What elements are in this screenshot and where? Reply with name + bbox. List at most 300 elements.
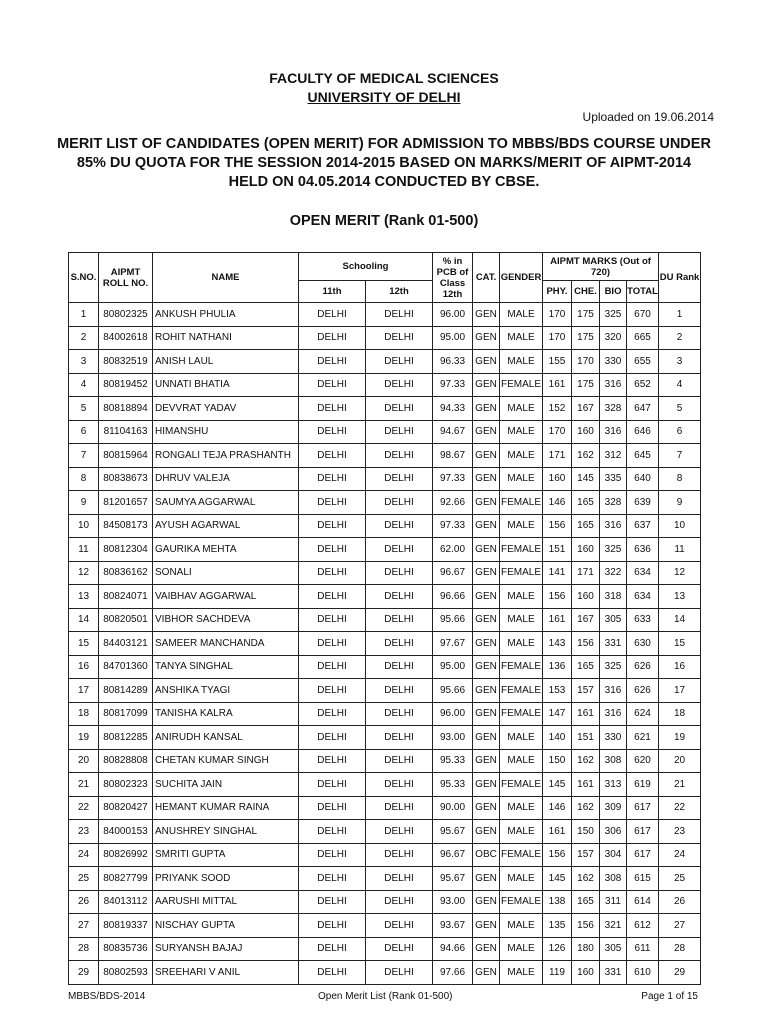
- cell-gender: MALE: [500, 726, 543, 750]
- cell-category: GEN: [473, 773, 500, 797]
- cell-total: 639: [627, 491, 659, 515]
- cell-pcb-percent: 97.33: [433, 514, 473, 538]
- cell-chemistry: 165: [572, 491, 600, 515]
- cell-total: 610: [627, 961, 659, 985]
- cell-roll-no: 80827799: [99, 867, 153, 891]
- cell-pcb-percent: 92.66: [433, 491, 473, 515]
- cell-biology: 316: [600, 373, 627, 397]
- cell-total: 670: [627, 303, 659, 327]
- cell-chemistry: 161: [572, 702, 600, 726]
- cell-physics: 140: [543, 726, 572, 750]
- cell-sno: 15: [69, 632, 99, 656]
- cell-pcb-percent: 96.00: [433, 702, 473, 726]
- cell-12th: DELHI: [366, 937, 433, 961]
- cell-gender: MALE: [500, 961, 543, 985]
- cell-category: GEN: [473, 820, 500, 844]
- cell-category: GEN: [473, 491, 500, 515]
- cell-name: TANYA SINGHAL: [153, 655, 299, 679]
- cell-du-rank: 2: [659, 326, 701, 350]
- cell-du-rank: 8: [659, 467, 701, 491]
- table-row: [69, 326, 701, 350]
- cell-total: 640: [627, 467, 659, 491]
- header-aipmt-marks: AIPMT MARKS (Out of 720): [543, 253, 659, 281]
- cell-category: GEN: [473, 796, 500, 820]
- cell-11th: DELHI: [299, 420, 366, 444]
- cell-pcb-percent: 97.66: [433, 961, 473, 985]
- header-physics: PHY.: [543, 281, 572, 303]
- cell-category: GEN: [473, 303, 500, 327]
- cell-category: GEN: [473, 679, 500, 703]
- cell-biology: 308: [600, 749, 627, 773]
- cell-category: GEN: [473, 890, 500, 914]
- cell-name: RONGALI TEJA PRASHANTH: [153, 444, 299, 468]
- cell-chemistry: 157: [572, 843, 600, 867]
- cell-physics: 156: [543, 514, 572, 538]
- cell-11th: DELHI: [299, 914, 366, 938]
- cell-12th: DELHI: [366, 773, 433, 797]
- table-row: [69, 773, 701, 797]
- header-11th: 11th: [299, 281, 366, 303]
- table-row: [69, 632, 701, 656]
- footer-left: MBBS/BDS-2014: [68, 991, 146, 1002]
- merit-heading-line-2: 85% DU QUOTA FOR THE SESSION 2014-2015 BASED ON MARKS/MERIT OF AIPMT-2014: [76, 155, 692, 171]
- cell-name: AYUSH AGARWAL: [153, 514, 299, 538]
- cell-chemistry: 162: [572, 796, 600, 820]
- cell-chemistry: 160: [572, 585, 600, 609]
- cell-11th: DELHI: [299, 773, 366, 797]
- cell-name: AARUSHI MITTAL: [153, 890, 299, 914]
- cell-chemistry: 162: [572, 867, 600, 891]
- cell-physics: 156: [543, 585, 572, 609]
- cell-physics: 155: [543, 350, 572, 374]
- header-12th: 12th: [366, 281, 433, 303]
- cell-12th: DELHI: [366, 890, 433, 914]
- cell-chemistry: 167: [572, 397, 600, 421]
- cell-12th: DELHI: [366, 608, 433, 632]
- cell-gender: MALE: [500, 820, 543, 844]
- cell-sno: 5: [69, 397, 99, 421]
- cell-biology: 305: [600, 937, 627, 961]
- cell-biology: 322: [600, 561, 627, 585]
- cell-total: 634: [627, 585, 659, 609]
- cell-chemistry: 180: [572, 937, 600, 961]
- cell-chemistry: 162: [572, 444, 600, 468]
- header-chemistry: CHE.: [572, 281, 600, 303]
- cell-11th: DELHI: [299, 843, 366, 867]
- cell-roll-no: 80820501: [99, 608, 153, 632]
- merit-heading-line-1: MERIT LIST OF CANDIDATES (OPEN MERIT) FOR ADMISSION TO MBBS/BDS COURSE UNDER: [57, 136, 711, 152]
- cell-12th: DELHI: [366, 655, 433, 679]
- cell-biology: 304: [600, 843, 627, 867]
- cell-12th: DELHI: [366, 561, 433, 585]
- cell-chemistry: 170: [572, 350, 600, 374]
- cell-category: GEN: [473, 702, 500, 726]
- cell-11th: DELHI: [299, 867, 366, 891]
- faculty-title: FACULTY OF MEDICAL SCIENCES: [269, 70, 499, 86]
- cell-12th: DELHI: [366, 491, 433, 515]
- cell-total: 665: [627, 326, 659, 350]
- cell-category: GEN: [473, 914, 500, 938]
- cell-du-rank: 26: [659, 890, 701, 914]
- cell-sno: 19: [69, 726, 99, 750]
- cell-chemistry: 145: [572, 467, 600, 491]
- cell-gender: FEMALE: [500, 491, 543, 515]
- cell-gender: MALE: [500, 608, 543, 632]
- cell-roll-no: 84002618: [99, 326, 153, 350]
- cell-total: 652: [627, 373, 659, 397]
- cell-chemistry: 150: [572, 820, 600, 844]
- cell-total: 645: [627, 444, 659, 468]
- cell-sno: 2: [69, 326, 99, 350]
- cell-12th: DELHI: [366, 749, 433, 773]
- cell-physics: 161: [543, 373, 572, 397]
- cell-chemistry: 162: [572, 749, 600, 773]
- cell-biology: 331: [600, 961, 627, 985]
- cell-total: 617: [627, 843, 659, 867]
- cell-du-rank: 12: [659, 561, 701, 585]
- cell-pcb-percent: 95.00: [433, 326, 473, 350]
- cell-gender: MALE: [500, 420, 543, 444]
- cell-11th: DELHI: [299, 467, 366, 491]
- cell-roll-no: 80819337: [99, 914, 153, 938]
- cell-pcb-percent: 95.66: [433, 608, 473, 632]
- cell-sno: 20: [69, 749, 99, 773]
- cell-category: GEN: [473, 749, 500, 773]
- cell-12th: DELHI: [366, 397, 433, 421]
- cell-pcb-percent: 95.67: [433, 820, 473, 844]
- cell-total: 619: [627, 773, 659, 797]
- table-row: [69, 303, 701, 327]
- cell-du-rank: 9: [659, 491, 701, 515]
- cell-roll-no: 80814289: [99, 679, 153, 703]
- cell-gender: MALE: [500, 514, 543, 538]
- cell-11th: DELHI: [299, 655, 366, 679]
- cell-name: ANSHIKA TYAGI: [153, 679, 299, 703]
- cell-sno: 21: [69, 773, 99, 797]
- cell-11th: DELHI: [299, 702, 366, 726]
- cell-total: 637: [627, 514, 659, 538]
- cell-pcb-percent: 97.33: [433, 373, 473, 397]
- cell-11th: DELHI: [299, 397, 366, 421]
- cell-gender: FEMALE: [500, 655, 543, 679]
- table-row: [69, 937, 701, 961]
- cell-du-rank: 4: [659, 373, 701, 397]
- cell-roll-no: 80818894: [99, 397, 153, 421]
- cell-physics: 170: [543, 303, 572, 327]
- cell-name: UNNATI BHATIA: [153, 373, 299, 397]
- cell-total: 633: [627, 608, 659, 632]
- cell-biology: 335: [600, 467, 627, 491]
- cell-total: 621: [627, 726, 659, 750]
- cell-12th: DELHI: [366, 726, 433, 750]
- cell-physics: 156: [543, 843, 572, 867]
- cell-name: CHETAN KUMAR SINGH: [153, 749, 299, 773]
- table-row: [69, 867, 701, 891]
- cell-12th: DELHI: [366, 420, 433, 444]
- cell-category: GEN: [473, 350, 500, 374]
- cell-chemistry: 175: [572, 373, 600, 397]
- table-row: [69, 726, 701, 750]
- cell-physics: 170: [543, 420, 572, 444]
- cell-sno: 24: [69, 843, 99, 867]
- cell-total: 620: [627, 749, 659, 773]
- cell-name: SURYANSH BAJAJ: [153, 937, 299, 961]
- cell-12th: DELHI: [366, 961, 433, 985]
- cell-biology: 325: [600, 303, 627, 327]
- cell-12th: DELHI: [366, 350, 433, 374]
- cell-pcb-percent: 95.66: [433, 679, 473, 703]
- cell-pcb-percent: 96.66: [433, 585, 473, 609]
- table-row: [69, 890, 701, 914]
- cell-roll-no: 84701360: [99, 655, 153, 679]
- table-row: [69, 914, 701, 938]
- header-du-rank: DU Rank: [659, 253, 701, 303]
- cell-gender: MALE: [500, 326, 543, 350]
- cell-roll-no: 84403121: [99, 632, 153, 656]
- cell-physics: 135: [543, 914, 572, 938]
- header-schooling: Schooling: [299, 253, 433, 281]
- cell-name: NISCHAY GUPTA: [153, 914, 299, 938]
- cell-11th: DELHI: [299, 679, 366, 703]
- cell-total: 617: [627, 820, 659, 844]
- cell-gender: MALE: [500, 585, 543, 609]
- cell-11th: DELHI: [299, 608, 366, 632]
- cell-biology: 316: [600, 679, 627, 703]
- cell-biology: 311: [600, 890, 627, 914]
- cell-12th: DELHI: [366, 867, 433, 891]
- table-row: [69, 796, 701, 820]
- cell-category: GEN: [473, 867, 500, 891]
- cell-category: GEN: [473, 608, 500, 632]
- cell-11th: DELHI: [299, 749, 366, 773]
- merit-table-body: [69, 303, 701, 985]
- cell-total: 655: [627, 350, 659, 374]
- cell-biology: 328: [600, 491, 627, 515]
- cell-name: PRIYANK SOOD: [153, 867, 299, 891]
- cell-pcb-percent: 96.67: [433, 843, 473, 867]
- cell-12th: DELHI: [366, 303, 433, 327]
- cell-chemistry: 165: [572, 514, 600, 538]
- cell-category: GEN: [473, 514, 500, 538]
- cell-total: 615: [627, 867, 659, 891]
- cell-roll-no: 80812304: [99, 538, 153, 562]
- cell-sno: 8: [69, 467, 99, 491]
- cell-du-rank: 20: [659, 749, 701, 773]
- cell-12th: DELHI: [366, 326, 433, 350]
- cell-physics: 145: [543, 867, 572, 891]
- cell-physics: 126: [543, 937, 572, 961]
- header-category: CAT.: [473, 253, 500, 303]
- cell-category: OBC: [473, 843, 500, 867]
- cell-11th: DELHI: [299, 726, 366, 750]
- cell-pcb-percent: 93.00: [433, 890, 473, 914]
- cell-sno: 28: [69, 937, 99, 961]
- cell-du-rank: 7: [659, 444, 701, 468]
- cell-gender: MALE: [500, 749, 543, 773]
- cell-name: TANISHA KALRA: [153, 702, 299, 726]
- cell-chemistry: 161: [572, 773, 600, 797]
- cell-sno: 7: [69, 444, 99, 468]
- cell-biology: 305: [600, 608, 627, 632]
- cell-du-rank: 3: [659, 350, 701, 374]
- cell-name: ANIRUDH KANSAL: [153, 726, 299, 750]
- university-title: UNIVERSITY OF DELHI: [307, 89, 461, 105]
- cell-sno: 12: [69, 561, 99, 585]
- cell-du-rank: 22: [659, 796, 701, 820]
- cell-name: SAUMYA AGGARWAL: [153, 491, 299, 515]
- cell-chemistry: 165: [572, 655, 600, 679]
- cell-roll-no: 80832519: [99, 350, 153, 374]
- cell-du-rank: 15: [659, 632, 701, 656]
- cell-gender: FEMALE: [500, 538, 543, 562]
- cell-physics: 146: [543, 796, 572, 820]
- cell-total: 636: [627, 538, 659, 562]
- table-row: [69, 679, 701, 703]
- cell-sno: 26: [69, 890, 99, 914]
- table-row: [69, 420, 701, 444]
- cell-physics: 136: [543, 655, 572, 679]
- cell-gender: MALE: [500, 632, 543, 656]
- cell-gender: FEMALE: [500, 890, 543, 914]
- cell-chemistry: 156: [572, 632, 600, 656]
- table-row: [69, 561, 701, 585]
- cell-du-rank: 18: [659, 702, 701, 726]
- cell-11th: DELHI: [299, 444, 366, 468]
- table-row: [69, 702, 701, 726]
- cell-12th: DELHI: [366, 514, 433, 538]
- cell-gender: MALE: [500, 914, 543, 938]
- cell-pcb-percent: 97.33: [433, 467, 473, 491]
- cell-chemistry: 157: [572, 679, 600, 703]
- cell-roll-no: 80802593: [99, 961, 153, 985]
- cell-chemistry: 175: [572, 326, 600, 350]
- cell-sno: 1: [69, 303, 99, 327]
- cell-biology: 330: [600, 350, 627, 374]
- cell-chemistry: 175: [572, 303, 600, 327]
- cell-12th: DELHI: [366, 843, 433, 867]
- cell-pcb-percent: 97.67: [433, 632, 473, 656]
- cell-12th: DELHI: [366, 585, 433, 609]
- cell-roll-no: 80836162: [99, 561, 153, 585]
- cell-du-rank: 10: [659, 514, 701, 538]
- cell-pcb-percent: 94.66: [433, 937, 473, 961]
- cell-roll-no: 84013112: [99, 890, 153, 914]
- cell-pcb-percent: 90.00: [433, 796, 473, 820]
- cell-biology: 306: [600, 820, 627, 844]
- header-roll-no: AIPMT ROLL NO.: [99, 253, 153, 303]
- cell-roll-no: 84000153: [99, 820, 153, 844]
- merit-heading-line-3: HELD ON 04.05.2014 CONDUCTED BY CBSE.: [228, 174, 540, 190]
- cell-11th: DELHI: [299, 890, 366, 914]
- cell-12th: DELHI: [366, 632, 433, 656]
- cell-pcb-percent: 93.00: [433, 726, 473, 750]
- cell-chemistry: 160: [572, 538, 600, 562]
- table-row: [69, 961, 701, 985]
- cell-chemistry: 171: [572, 561, 600, 585]
- cell-sno: 4: [69, 373, 99, 397]
- cell-name: SREEHARI V ANIL: [153, 961, 299, 985]
- cell-category: GEN: [473, 726, 500, 750]
- cell-gender: MALE: [500, 867, 543, 891]
- cell-name: ANKUSH PHULIA: [153, 303, 299, 327]
- cell-11th: DELHI: [299, 796, 366, 820]
- cell-chemistry: 156: [572, 914, 600, 938]
- cell-roll-no: 80828808: [99, 749, 153, 773]
- table-row: [69, 820, 701, 844]
- cell-physics: 151: [543, 538, 572, 562]
- cell-du-rank: 21: [659, 773, 701, 797]
- cell-name: SMRITI GUPTA: [153, 843, 299, 867]
- cell-name: ANUSHREY SINGHAL: [153, 820, 299, 844]
- cell-sno: 14: [69, 608, 99, 632]
- cell-du-rank: 28: [659, 937, 701, 961]
- cell-category: GEN: [473, 538, 500, 562]
- cell-du-rank: 11: [659, 538, 701, 562]
- cell-total: 626: [627, 679, 659, 703]
- cell-gender: FEMALE: [500, 843, 543, 867]
- cell-physics: 146: [543, 491, 572, 515]
- cell-physics: 138: [543, 890, 572, 914]
- cell-11th: DELHI: [299, 632, 366, 656]
- cell-category: GEN: [473, 632, 500, 656]
- cell-total: 614: [627, 890, 659, 914]
- cell-category: GEN: [473, 444, 500, 468]
- cell-roll-no: 80812285: [99, 726, 153, 750]
- cell-sno: 17: [69, 679, 99, 703]
- cell-name: VAIBHAV AGGARWAL: [153, 585, 299, 609]
- cell-du-rank: 25: [659, 867, 701, 891]
- cell-12th: DELHI: [366, 444, 433, 468]
- cell-gender: FEMALE: [500, 679, 543, 703]
- cell-pcb-percent: 95.00: [433, 655, 473, 679]
- cell-chemistry: 160: [572, 420, 600, 444]
- cell-physics: 145: [543, 773, 572, 797]
- cell-biology: 316: [600, 702, 627, 726]
- cell-gender: FEMALE: [500, 373, 543, 397]
- cell-pcb-percent: 98.67: [433, 444, 473, 468]
- cell-pcb-percent: 95.33: [433, 749, 473, 773]
- cell-chemistry: 165: [572, 890, 600, 914]
- table-row: [69, 350, 701, 374]
- cell-sno: 3: [69, 350, 99, 374]
- cell-roll-no: 80815964: [99, 444, 153, 468]
- cell-physics: 147: [543, 702, 572, 726]
- cell-roll-no: 80838673: [99, 467, 153, 491]
- cell-sno: 11: [69, 538, 99, 562]
- cell-category: GEN: [473, 420, 500, 444]
- table-row: [69, 843, 701, 867]
- cell-11th: DELHI: [299, 585, 366, 609]
- cell-du-rank: 1: [659, 303, 701, 327]
- cell-physics: 150: [543, 749, 572, 773]
- cell-11th: DELHI: [299, 303, 366, 327]
- table-row: [69, 491, 701, 515]
- cell-name: ROHIT NATHANI: [153, 326, 299, 350]
- upload-date: Uploaded on 19.06.2014: [582, 110, 714, 124]
- header-pcb-percent: % in PCB of Class 12th: [433, 253, 473, 303]
- cell-roll-no: 80802325: [99, 303, 153, 327]
- cell-total: 634: [627, 561, 659, 585]
- cell-chemistry: 160: [572, 961, 600, 985]
- table-row: [69, 538, 701, 562]
- cell-category: GEN: [473, 961, 500, 985]
- cell-pcb-percent: 96.67: [433, 561, 473, 585]
- cell-du-rank: 6: [659, 420, 701, 444]
- cell-sno: 10: [69, 514, 99, 538]
- cell-roll-no: 80802323: [99, 773, 153, 797]
- cell-name: DEVVRAT YADAV: [153, 397, 299, 421]
- cell-roll-no: 81201657: [99, 491, 153, 515]
